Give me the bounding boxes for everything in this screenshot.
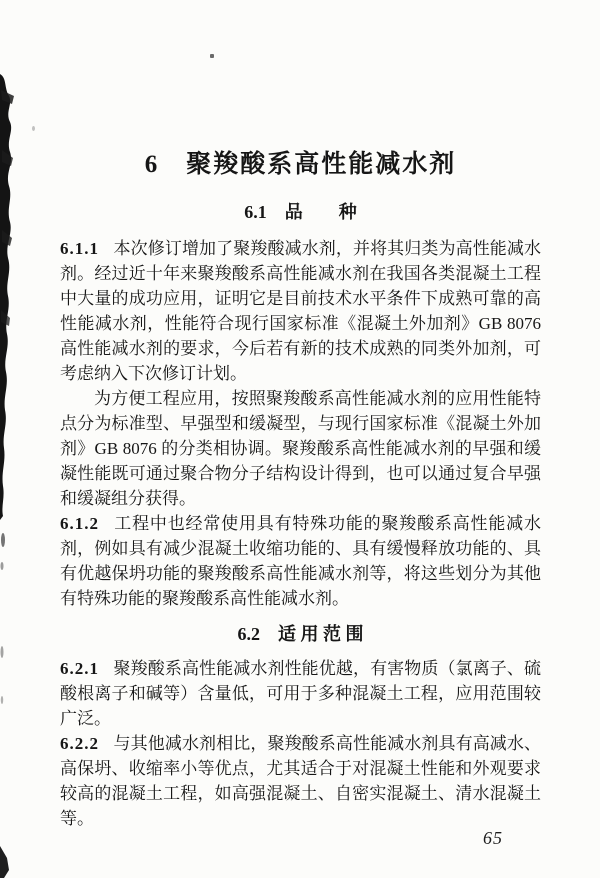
section-heading-6-2: 6.2 适 用 范 围 xyxy=(237,624,364,644)
scan-speck xyxy=(32,126,35,131)
clause-text: 工程中也经常使用具有特殊功能的聚羧酸系高性能减水剂，例如具有减少混凝土收缩功能的、具有缓慢释放功能的、具有优越保坍功能的聚羧酸系高性能减水剂等，将这些划分为其他有特殊功能的聚羧酸系高性能减水剂。 xyxy=(60,514,541,608)
chapter-title: 6 聚羧酸系高性能减水剂 xyxy=(144,151,457,178)
binding-shadow-artifact xyxy=(0,0,24,878)
clause-number: 6.1.1 xyxy=(60,239,99,258)
section-heading-6-1: 6.1 品 种 xyxy=(244,202,357,222)
paragraph-6-2-2 xyxy=(60,731,541,831)
paragraph-6-2-1 xyxy=(60,656,541,731)
clause-text: 本次修订增加了聚羧酸减水剂，并将其归类为高性能减水剂。经过近十年来聚羧酸系高性能减水剂在我国各类混凝土工程中大量的成功应用，证明它是目前技术水平条件下成熟可靠的高性能减水剂，性能符合现行国家标准《混凝土外加剂》GB 8076高性能减水剂的要求，今后若有新的技术成熟的同类外加剂，可考虑纳入下次修订计划。 xyxy=(60,239,541,383)
section-6-2-body xyxy=(60,656,541,831)
clause-number: 6.2.1 xyxy=(60,659,99,678)
clause-text: 为方便工程应用，按照聚羧酸系高性能减水剂的应用性能特点分为标准型、早强型和缓凝型，与现行国家标准《混凝土外加剂》GB 8076 的分类相协调。聚羧酸系高性能减水剂的早强和缓凝性能既可通过聚合物分子结构设计得到，也可以通过复合早强和缓凝组分获得。 xyxy=(60,389,541,508)
section-6-1-body xyxy=(60,236,541,611)
clause-text: 聚羧酸系高性能减水剂性能优越，有害物质（氯离子、硫酸根离子和碱等）含量低，可用于多种混凝土工程，应用范围较广泛。 xyxy=(60,659,541,728)
paragraph-6-1-2 xyxy=(60,511,541,611)
paragraph-6-1-1 xyxy=(60,236,541,386)
clause-number: 6.2.2 xyxy=(60,734,99,753)
page-content xyxy=(60,0,541,831)
clause-text: 与其他减水剂相比，聚羧酸系高性能减水剂具有高减水、高保坍、收缩率小等优点，尤其适合于对混凝土性能和外观要求较高的混凝土工程，如高强混凝土、自密实混凝土、清水混凝土等。 xyxy=(60,734,541,828)
clause-number: 6.1.2 xyxy=(60,514,99,533)
paragraph-6-1-1-continued xyxy=(60,386,541,511)
page-number: 65 xyxy=(483,828,503,848)
